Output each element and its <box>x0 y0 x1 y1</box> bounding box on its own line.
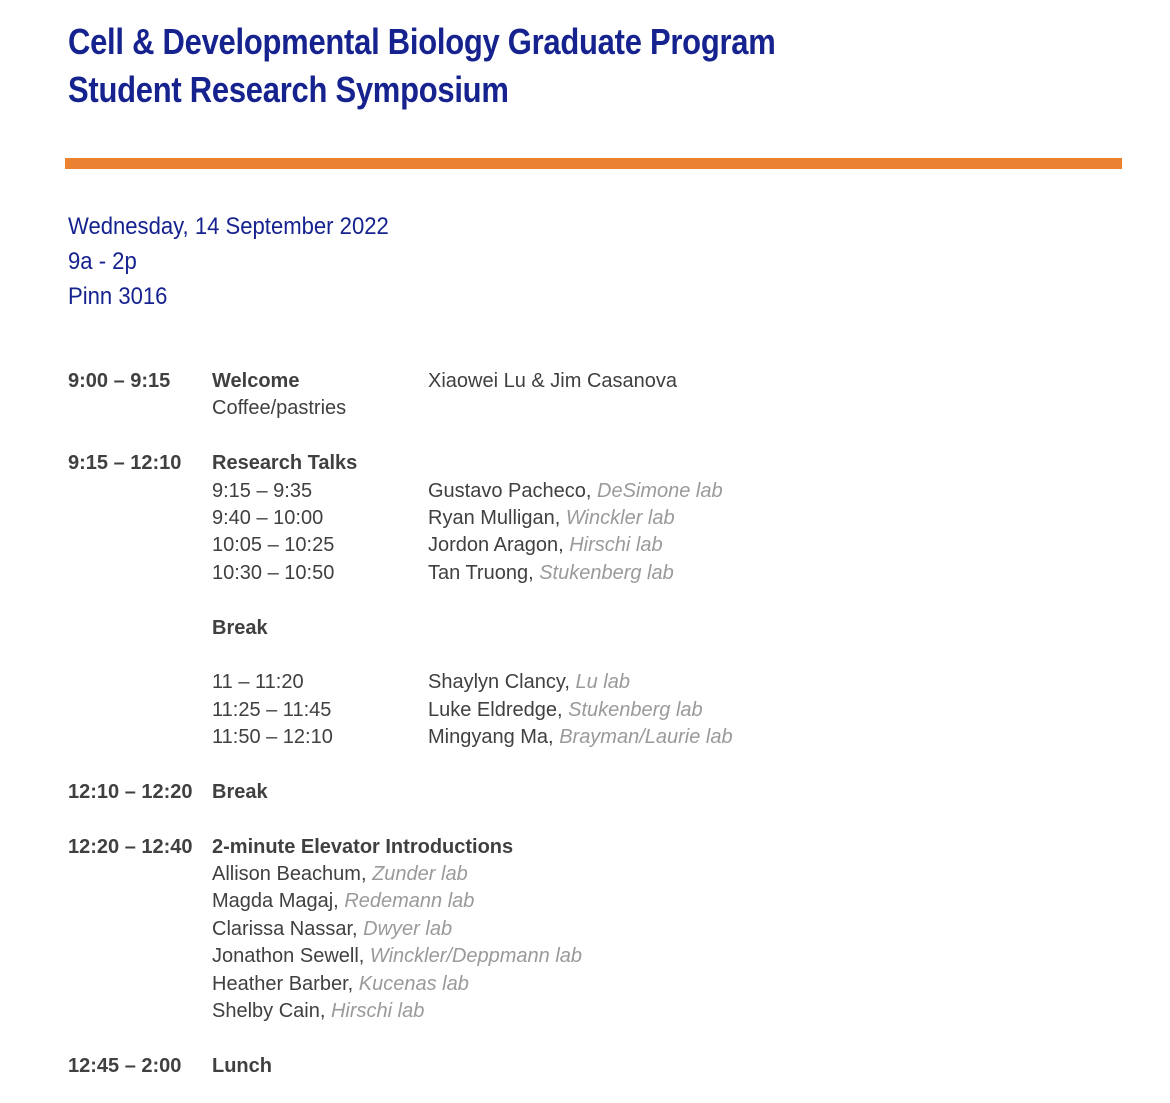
event-time: 9a - 2p <box>68 248 137 275</box>
talk-speaker: Luke Eldredge, Stukenberg lab <box>428 698 703 721</box>
talk-speaker: Shaylyn Clancy, Lu lab <box>428 671 630 694</box>
slot-title: 2-minute Elevator Introductions <box>212 835 514 858</box>
event-location: Pinn 3016 <box>68 283 168 310</box>
intro-speaker: Shelby Cain, Hirschi lab <box>212 999 425 1022</box>
talk-lab: DeSimone lab <box>597 479 723 502</box>
intro-lab: Kucenas lab <box>358 972 469 995</box>
slot-time: 9:00 – 9:15 <box>68 370 171 392</box>
talk-time: 10:30 – 10:50 <box>212 561 335 584</box>
talks-break-label: Break <box>212 616 268 639</box>
intro-lab: Winckler/Deppmann lab <box>369 945 583 968</box>
talk-time: 9:15 – 9:35 <box>212 479 313 502</box>
slot-time: 9:15 – 12:10 <box>68 452 182 475</box>
talk-lab: Brayman/Laurie lab <box>559 726 733 749</box>
slot-title: Break <box>212 780 268 803</box>
talk-speaker: Jordon Aragon, Hirschi lab <box>428 534 663 557</box>
intro-lab: Redemann lab <box>344 890 475 913</box>
intro-speaker: Clarissa Nassar, Dwyer lab <box>212 917 453 940</box>
talk-time: 11:25 – 11:45 <box>212 698 332 721</box>
slot-title: Research Talks <box>212 452 358 475</box>
intro-lab: Hirschi lab <box>330 999 425 1022</box>
page-title <box>68 18 776 114</box>
slot-title: Welcome <box>212 370 300 392</box>
intro-speaker: Magda Magaj, Redemann lab <box>212 890 475 913</box>
intro-lab: Dwyer lab <box>363 917 453 940</box>
talk-lab: Hirschi lab <box>569 534 663 557</box>
intro-speaker: Heather Barber, Kucenas lab <box>212 972 469 995</box>
talk-time: 9:40 – 10:00 <box>212 506 324 529</box>
slot-time: 12:20 – 12:40 <box>68 835 193 858</box>
slot-time: 12:45 – 2:00 <box>68 1054 182 1077</box>
talk-speaker: Mingyang Ma, Brayman/Laurie lab <box>428 726 733 749</box>
title-line-program: Cell & Developmental Biology Graduate Program <box>68 21 776 62</box>
talk-speaker: Tan Truong, Stukenberg lab <box>428 561 674 584</box>
slot-subtitle: Coffee/pastries <box>212 397 347 420</box>
intro-speaker: Jonathon Sewell, Winckler/Deppmann lab <box>212 945 583 968</box>
intro-speaker: Allison Beachum, Zunder lab <box>212 863 468 886</box>
slot-title: Lunch <box>212 1054 272 1077</box>
talk-time: 10:05 – 10:25 <box>212 534 335 557</box>
title-line-symposium: Student Research Symposium <box>68 69 509 110</box>
talk-lab: Winckler lab <box>565 506 675 529</box>
talk-speaker: Gustavo Pacheco, DeSimone lab <box>428 479 723 502</box>
slot-time: 12:10 – 12:20 <box>68 780 193 803</box>
intro-lab: Zunder lab <box>372 863 468 886</box>
talk-time: 11:50 – 12:10 <box>212 726 333 749</box>
orange-divider <box>65 158 1122 169</box>
talk-lab: Lu lab <box>575 671 630 694</box>
event-date: Wednesday, 14 September 2022 <box>68 213 389 240</box>
talk-speaker: Ryan Mulligan, Winckler lab <box>428 506 675 529</box>
talk-lab: Stukenberg lab <box>568 698 703 721</box>
slot-hosts: Xiaowei Lu & Jim Casanova <box>428 370 678 392</box>
event-info <box>68 209 389 314</box>
talk-time: 11 – 11:20 <box>212 671 304 694</box>
talk-lab: Stukenberg lab <box>539 561 674 584</box>
